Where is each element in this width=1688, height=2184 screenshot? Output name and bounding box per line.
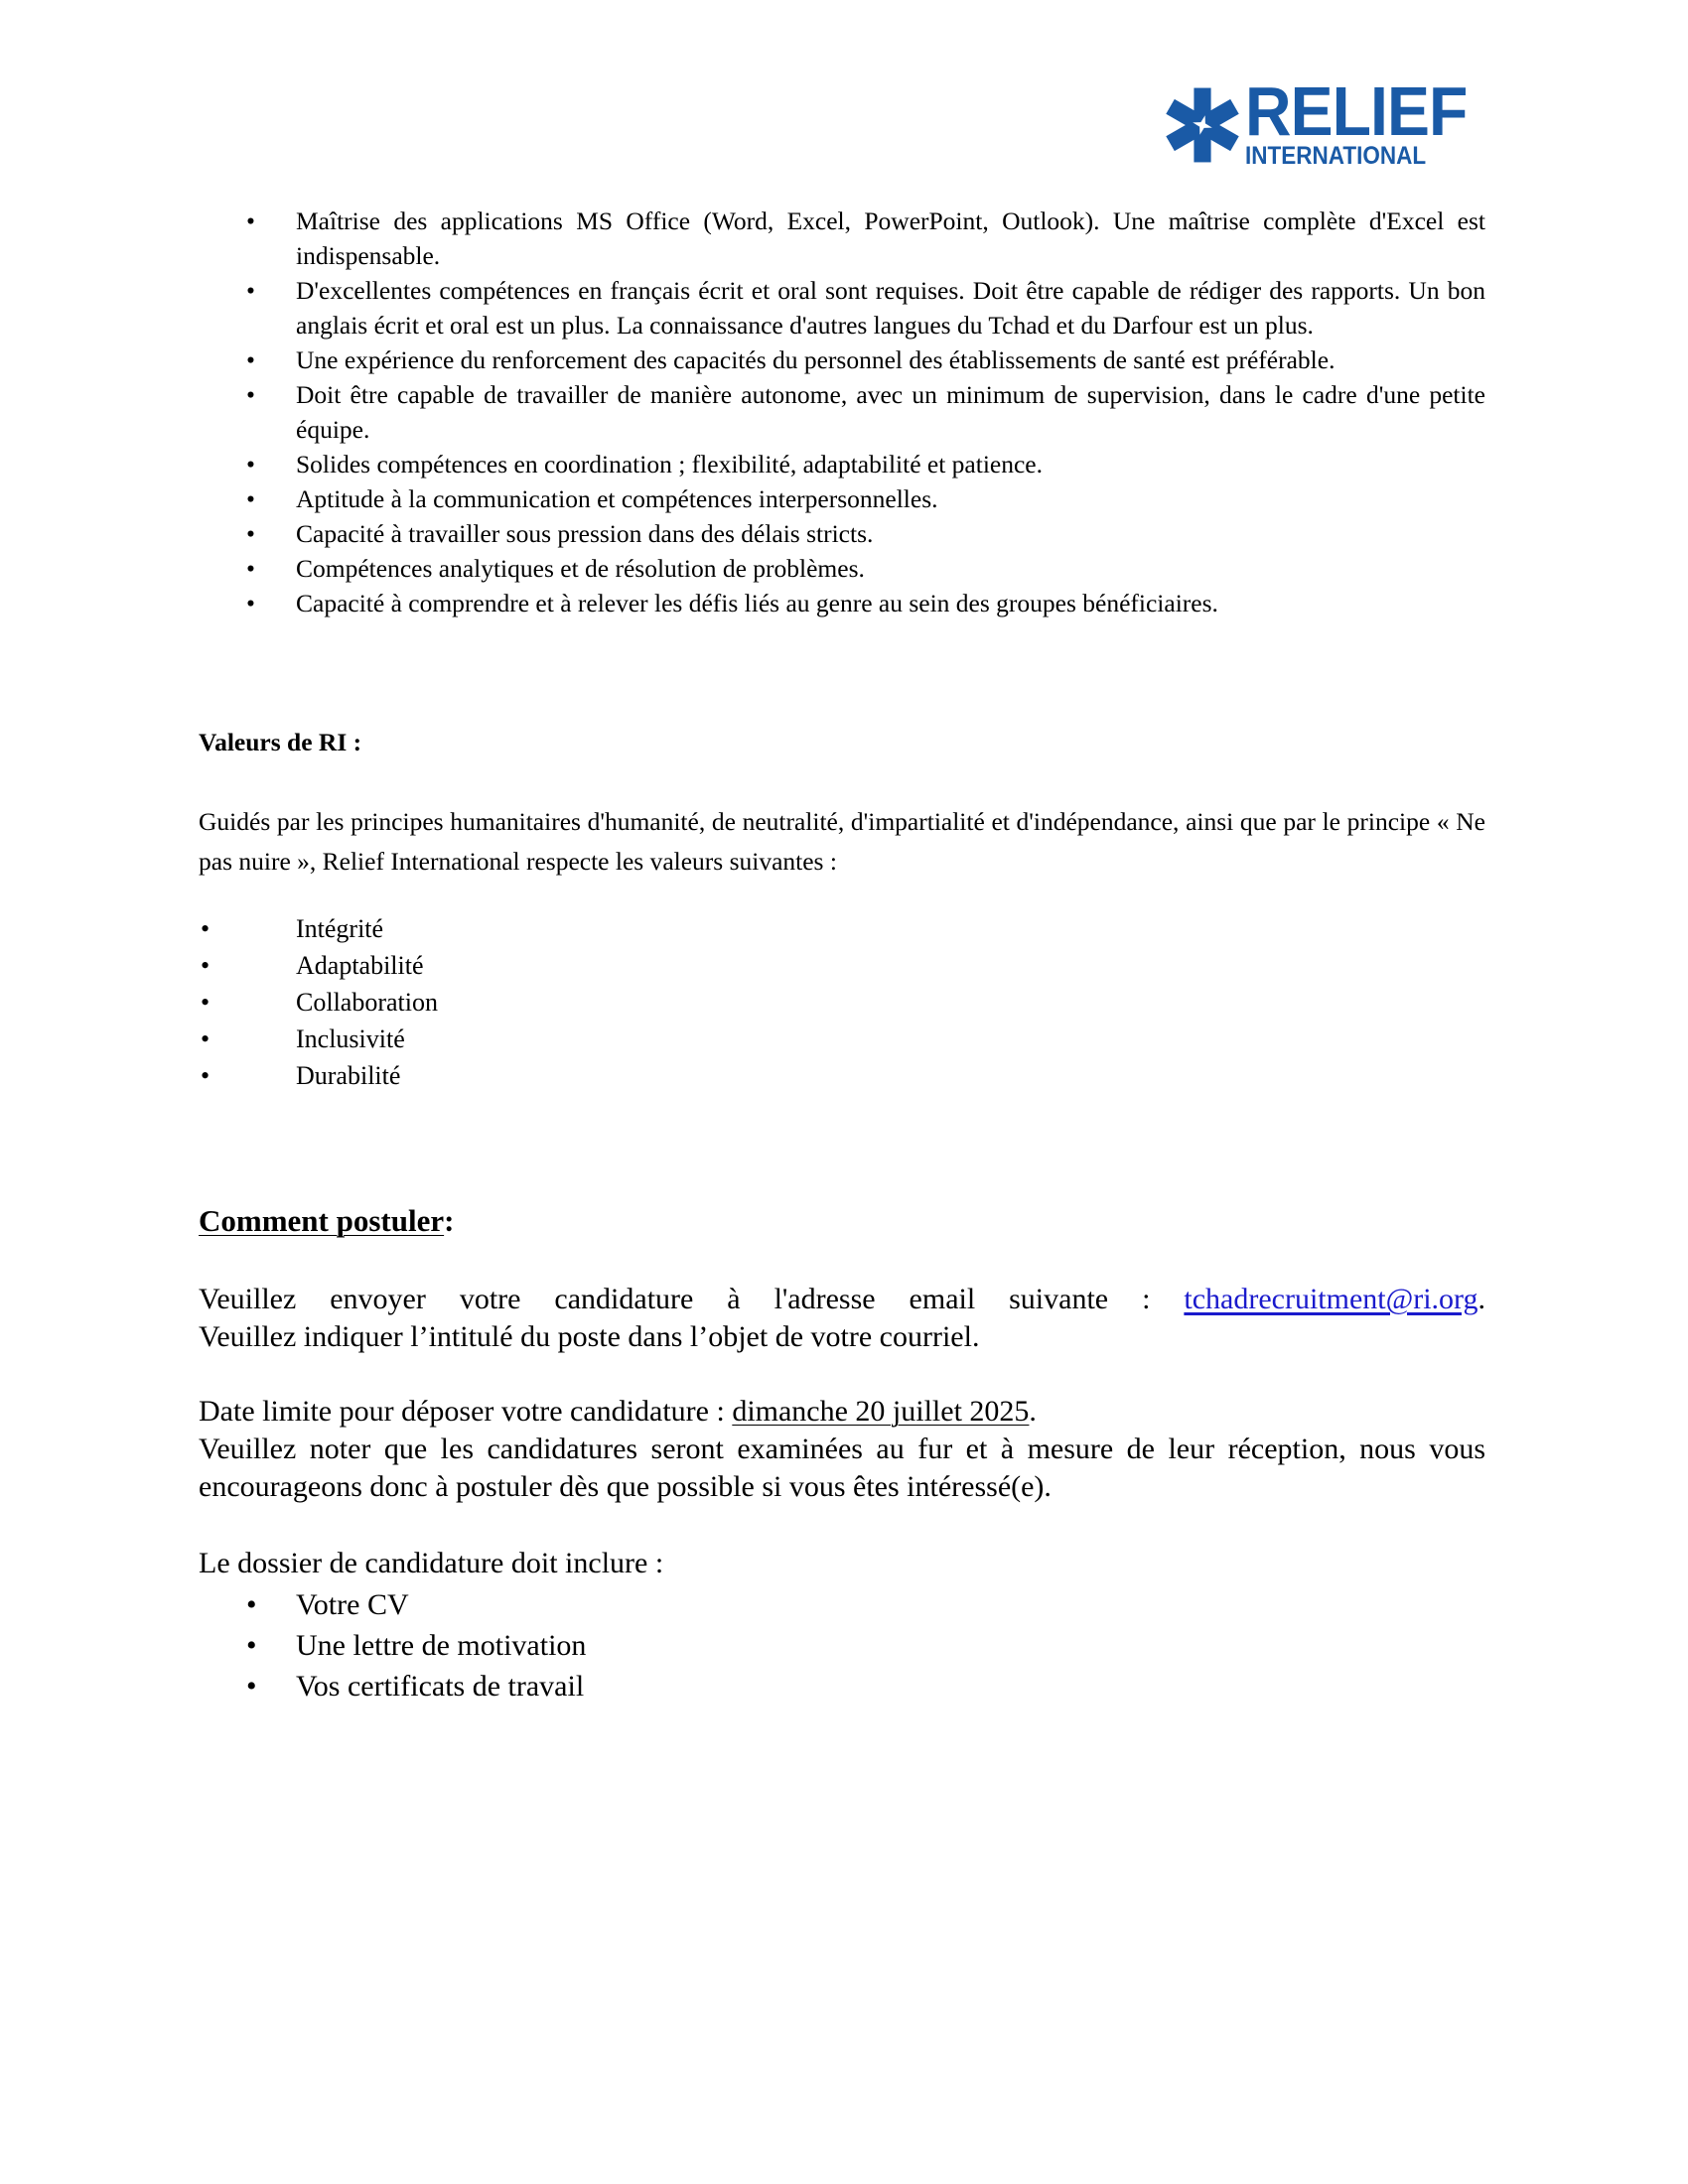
list-item: • Vos certificats de travail (199, 1666, 586, 1706)
subject-note: Veuillez indiquer l’intitulé du poste dans l’objet de votre courriel. (199, 1320, 980, 1353)
email-paragraph: Veuillez envoyer votre candidature à l'adresse email suivante : tchadrecruitment@ri.org. Veuillez indiquer l’intitulé du poste dans l’objet de votre courriel. (199, 1283, 1486, 1353)
bullet-icon: • (246, 206, 255, 235)
list-item: • Une expérience du renforcement des capacités du personnel des établissements de santé est préférable. (199, 342, 1485, 377)
logo-subtitle: INTERNATIONAL (1245, 142, 1427, 170)
list-item: • D'excellentes compétences en français écrit et oral sont requises. Doit être capable de rédiger des rapports. Un bon anglais écrit et oral est un plus. La connaissance d'autres langues du Tchad et du Darfour est un plus. (199, 273, 1485, 342)
list-item: • Votre CV (199, 1584, 586, 1625)
bullet-icon: • (246, 345, 255, 374)
values-intro: Guidés par les principes humanitaires d'humanité, de neutralité, d'impartialité et d'indépendance, ainsi que par le principe « Ne pas nuire », Relief International respecte les valeurs suivantes : (199, 807, 1485, 876)
bullet-icon: • (246, 519, 255, 548)
dossier-intro: Le dossier de candidature doit inclure : (199, 1547, 664, 1579)
bullet-icon: • (246, 554, 255, 583)
bullet-icon: • (201, 1061, 211, 1090)
bullet-icon: • (246, 589, 255, 617)
bullet-icon: • (201, 988, 211, 1017)
list-item: • Capacité à travailler sous pression dans des délais stricts. (199, 516, 1485, 551)
deadline-paragraph: Date limite pour déposer votre candidature : dimanche 20 juillet 2025. Veuillez noter que les candidatures seront examinées au fur et à mesure de leur réception, nous vous encourageons donc à postuler dès que possible si vous êtes intéressé(e). (199, 1395, 1485, 1503)
bullet-icon: • (201, 914, 211, 943)
values-list (199, 910, 438, 1094)
list-item: • Aptitude à la communication et compétences interpersonnelles. (199, 481, 1485, 516)
list-item: • Solides compétences en coordination ; flexibilité, adaptabilité et patience. (199, 447, 1485, 481)
list-item: • Maîtrise des applications MS Office (Word, Excel, PowerPoint, Outlook). Une maîtrise complète d'Excel est indispensable. (199, 204, 1485, 273)
star-of-life-icon (1164, 82, 1241, 168)
list-item: • Capacité à comprendre et à relever les défis liés au genre au sein des groupes bénéficiaires. (199, 586, 1485, 620)
logo-wordmark: RELIEF (1245, 72, 1468, 150)
review-note: Veuillez noter que les candidatures seront examinées au fur et à mesure de leur réception, nous vous encourageons donc à postuler dès que possible si vous êtes intéressé(e). (199, 1433, 1485, 1503)
bullet-icon: • (246, 1629, 257, 1662)
bullet-icon: • (246, 484, 255, 513)
list-item: • Adaptabilité (199, 947, 438, 984)
bullet-icon: • (246, 276, 255, 305)
bullet-icon: • (246, 380, 255, 409)
bullet-icon: • (201, 1024, 211, 1053)
qualifications-list (199, 204, 1485, 620)
list-item: • Collaboration (199, 984, 438, 1021)
deadline-date: dimanche 20 juillet 2025 (732, 1395, 1030, 1428)
relief-international-logo (1164, 72, 1486, 170)
dossier-list (199, 1584, 586, 1706)
list-item: • Compétences analytiques et de résolution de problèmes. (199, 551, 1485, 586)
list-item: • Intégrité (199, 910, 438, 947)
email-link[interactable]: tchadrecruitment@ri.org (1184, 1283, 1478, 1315)
bullet-icon: • (201, 951, 211, 980)
bullet-icon: • (246, 450, 255, 478)
list-item: • Inclusivité (199, 1021, 438, 1057)
values-heading: Valeurs de RI : (199, 728, 362, 756)
list-item: • Doit être capable de travailler de manière autonome, avec un minimum de supervision, dans le cadre d'une petite équipe. (199, 377, 1485, 447)
list-item: • Durabilité (199, 1057, 438, 1094)
bullet-icon: • (246, 1588, 257, 1621)
list-item: • Une lettre de motivation (199, 1625, 586, 1666)
bullet-icon: • (246, 1670, 257, 1703)
apply-heading: Comment postuler: (199, 1203, 455, 1238)
